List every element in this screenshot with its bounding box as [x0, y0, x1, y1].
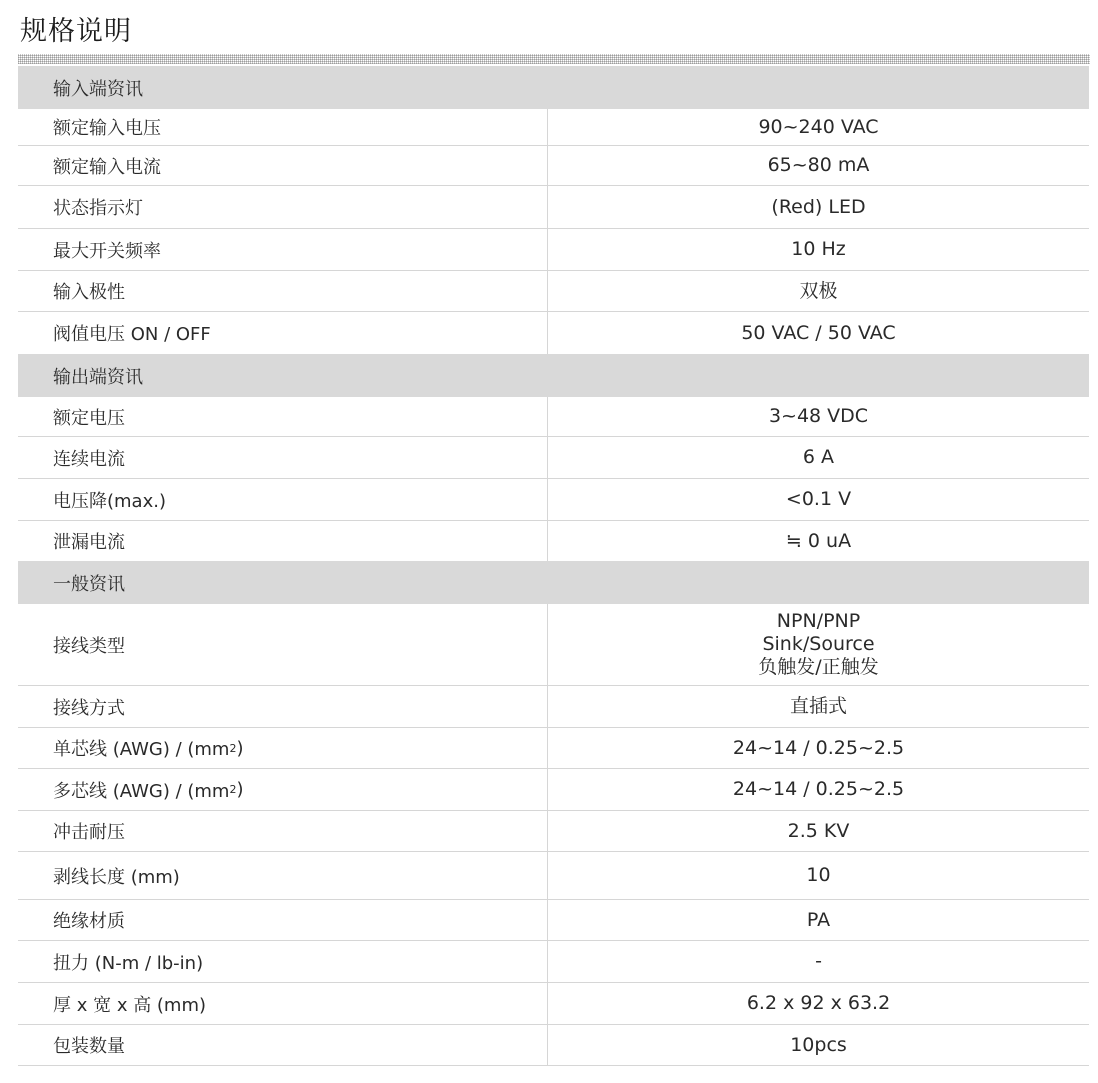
table-row	[18, 941, 1089, 983]
value-line: 50 VAC / 50 VAC	[741, 321, 896, 344]
row-label: 厚 x 宽 x 高 (mm)	[18, 983, 548, 1024]
table-row	[18, 811, 1089, 852]
table-row	[18, 686, 1089, 728]
row-label	[18, 728, 548, 768]
table-row	[18, 728, 1089, 769]
row-value	[548, 397, 1089, 436]
row-label: 状态指示灯	[18, 186, 548, 228]
value-line: Sink/Source	[762, 633, 875, 655]
value-line: 直插式	[789, 695, 847, 717]
label-text: 单芯线 (AWG) / (mm	[53, 739, 230, 760]
value-line: 24~14 / 0.25~2.5	[732, 736, 905, 759]
table-row	[18, 983, 1089, 1025]
row-label: 泄漏电流	[18, 521, 548, 561]
row-label: 扭力 (N-m / lb-in)	[18, 941, 548, 982]
row-label: 电压降(max.)	[18, 479, 548, 520]
row-value	[548, 941, 1089, 982]
value-line: 6 A	[802, 446, 835, 468]
page-title: 规格说明	[20, 16, 132, 47]
value-line: <0.1 V	[785, 488, 852, 510]
table-row	[18, 769, 1089, 811]
row-value	[548, 900, 1089, 940]
value-line: 负触发/正触发	[758, 656, 879, 678]
value-line: 10 Hz	[791, 238, 846, 260]
section-header-general: 一般资讯	[18, 561, 1089, 604]
title-divider	[18, 54, 1090, 64]
row-label: 输入极性	[18, 271, 548, 311]
row-value	[548, 1025, 1089, 1065]
row-label: 冲击耐压	[18, 811, 548, 851]
value-line: 10pcs	[790, 1033, 847, 1056]
value-line: -	[815, 950, 822, 972]
section-header-output: 输出端资讯	[18, 354, 1089, 397]
value-line: 24~14 / 0.25~2.5	[732, 778, 905, 800]
row-label: 绝缘材质	[18, 900, 548, 940]
value-line: 2.5 KV	[787, 819, 850, 842]
value-line: ≒ 0 uA	[785, 529, 852, 552]
value-line: (Red) LED	[771, 195, 866, 218]
row-value	[548, 437, 1089, 478]
table-row	[18, 229, 1089, 271]
table-row	[18, 852, 1089, 900]
row-value	[548, 811, 1089, 851]
table-row	[18, 397, 1089, 437]
row-label: 额定输入电流	[18, 146, 548, 185]
value-line: 10	[806, 864, 831, 886]
row-value	[548, 479, 1089, 520]
table-row	[18, 521, 1089, 561]
label-tail: )	[236, 737, 244, 759]
row-value	[548, 229, 1089, 270]
label-superscript: 2	[229, 741, 237, 755]
label-text: 多芯线 (AWG) / (mm	[53, 780, 230, 802]
table-row	[18, 479, 1089, 521]
row-label: 剥线长度 (mm)	[18, 852, 548, 899]
label-superscript: 2	[229, 783, 237, 796]
row-label: 包装数量	[18, 1025, 548, 1065]
table-row	[18, 604, 1089, 686]
row-value	[548, 769, 1089, 810]
label-tail: )	[236, 779, 244, 800]
row-label: 最大开关频率	[18, 229, 548, 270]
value-line: 65~80 mA	[767, 154, 870, 176]
row-value	[548, 983, 1089, 1024]
row-value	[548, 728, 1089, 768]
table-row	[18, 312, 1089, 354]
row-value	[548, 146, 1089, 185]
row-label: 接线类型	[18, 604, 548, 685]
row-value	[548, 186, 1089, 228]
value-line: 双极	[799, 279, 838, 302]
row-label: 额定电压	[18, 397, 548, 436]
value-line: NPN/PNP	[776, 610, 861, 632]
row-value	[548, 312, 1089, 354]
row-label: 额定输入电压	[18, 109, 548, 145]
row-label	[18, 769, 548, 810]
table-row	[18, 186, 1089, 229]
row-value	[548, 271, 1089, 311]
spec-table	[18, 66, 1089, 1066]
row-value	[548, 852, 1089, 899]
value-line: PA	[806, 908, 831, 931]
row-label: 连续电流	[18, 437, 548, 478]
row-value	[548, 521, 1089, 561]
value-line: 90~240 VAC	[758, 115, 879, 138]
value-line: 3~48 VDC	[768, 405, 869, 427]
table-row	[18, 271, 1089, 312]
table-row	[18, 900, 1089, 941]
table-row	[18, 437, 1089, 479]
row-label: 接线方式	[18, 686, 548, 727]
row-value	[548, 109, 1089, 145]
table-row	[18, 109, 1089, 146]
table-row	[18, 146, 1089, 186]
value-line: 6.2 x 92 x 63.2	[746, 992, 891, 1014]
row-value	[548, 686, 1089, 727]
table-row	[18, 1025, 1089, 1066]
row-value	[548, 604, 1089, 685]
section-header-input: 输入端资讯	[18, 66, 1089, 109]
row-label: 阀值电压 ON / OFF	[18, 312, 548, 354]
